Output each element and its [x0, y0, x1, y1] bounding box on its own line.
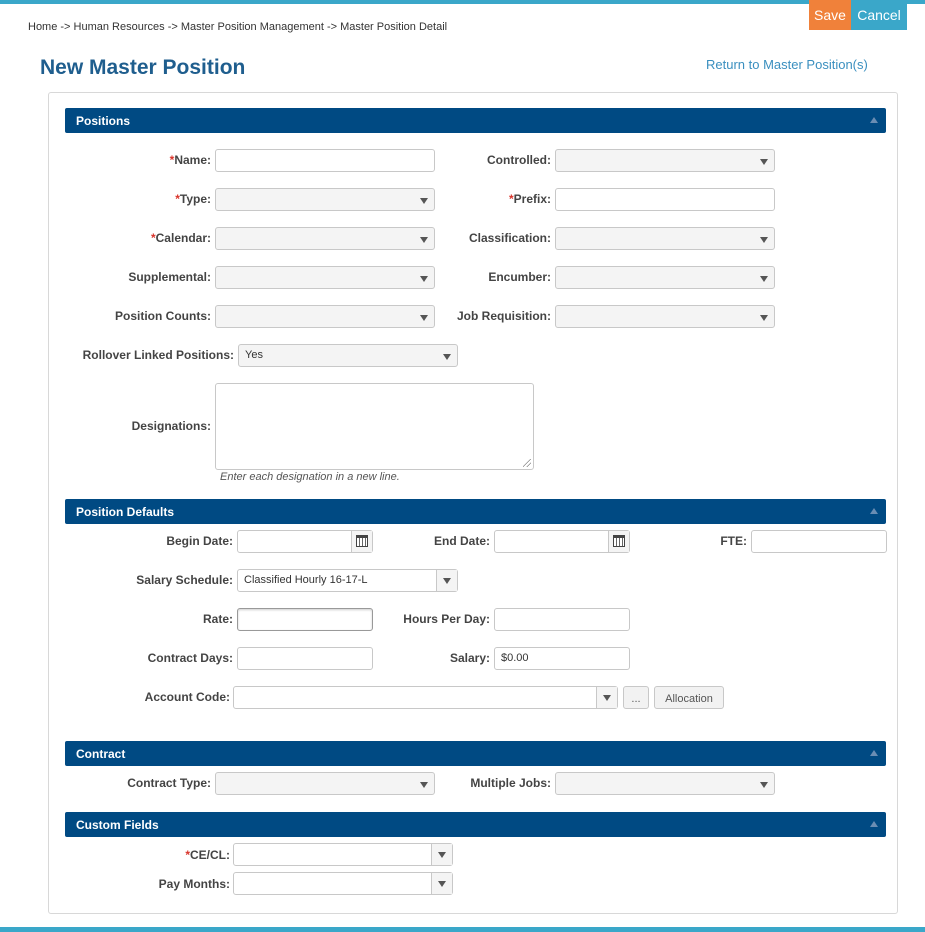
- rate-input[interactable]: [237, 608, 373, 631]
- begin-date-picker[interactable]: [237, 530, 373, 553]
- section-header-positions[interactable]: [65, 108, 886, 133]
- position-counts-select[interactable]: [215, 305, 435, 328]
- resize-handle-icon[interactable]: [523, 459, 531, 467]
- page-title: New Master Position: [40, 56, 246, 79]
- dropdown-arrow-icon: [760, 782, 768, 788]
- ce-cl-combo[interactable]: [233, 843, 453, 866]
- ce-cl-label: *CE/CL:: [185, 848, 230, 862]
- account-code-lookup-button[interactable]: ...: [623, 686, 649, 709]
- salary-input[interactable]: $0.00: [494, 647, 630, 670]
- dropdown-arrow-icon: [760, 159, 768, 165]
- controlled-select[interactable]: [555, 149, 775, 172]
- dropdown-arrow-icon: [420, 315, 428, 321]
- controlled-label: Controlled:: [487, 153, 551, 167]
- hours-per-day-label: Hours Per Day:: [403, 612, 490, 626]
- name-label: *Name:: [169, 153, 211, 167]
- dropdown-button[interactable]: [436, 570, 457, 591]
- dropdown-arrow-icon: [760, 315, 768, 321]
- account-code-label: Account Code:: [144, 690, 230, 704]
- designations-label: Designations:: [131, 419, 211, 433]
- classification-select[interactable]: [555, 227, 775, 250]
- dropdown-button[interactable]: [431, 844, 452, 865]
- section-title: Position Defaults: [76, 505, 175, 519]
- contract-days-label: Contract Days:: [147, 651, 233, 665]
- bottom-accent-bar: [0, 927, 925, 932]
- calendar-select[interactable]: [215, 227, 435, 250]
- prefix-label: *Prefix:: [508, 192, 551, 206]
- collapse-caret-icon[interactable]: [870, 117, 878, 123]
- section-title: Custom Fields: [76, 818, 159, 832]
- job-requisition-label: Job Requisition:: [457, 309, 551, 323]
- end-date-label: End Date:: [433, 534, 490, 548]
- job-requisition-select[interactable]: [555, 305, 775, 328]
- fte-label: FTE:: [720, 534, 747, 548]
- section-title: Contract: [76, 747, 126, 761]
- calendar-button[interactable]: [608, 531, 629, 552]
- supplemental-select[interactable]: [215, 266, 435, 289]
- top-accent-bar: [0, 0, 925, 4]
- salary-schedule-label: Salary Schedule:: [136, 573, 233, 587]
- section-header-contract[interactable]: [65, 741, 886, 766]
- section-title: Positions: [76, 114, 131, 128]
- dropdown-arrow-icon: [760, 276, 768, 282]
- dropdown-arrow-icon: [760, 237, 768, 243]
- salary-label: Salary:: [449, 651, 490, 665]
- pay-months-combo[interactable]: [233, 872, 453, 895]
- designations-hint: Enter each designation in a new line.: [220, 471, 400, 483]
- dropdown-arrow-icon: [443, 578, 451, 584]
- fte-input[interactable]: [751, 530, 887, 553]
- pay-months-label: Pay Months:: [158, 877, 230, 891]
- calendar-icon: [356, 535, 368, 547]
- cancel-button[interactable]: Cancel: [851, 0, 907, 30]
- section-header-position-defaults[interactable]: [65, 499, 886, 524]
- salary-schedule-combo[interactable]: Classified Hourly 16-17-L: [237, 569, 458, 592]
- contract-days-input[interactable]: [237, 647, 373, 670]
- collapse-caret-icon[interactable]: [870, 508, 878, 514]
- rate-label: Rate:: [202, 612, 233, 626]
- multiple-jobs-label: Multiple Jobs:: [470, 776, 551, 790]
- supplemental-label: Supplemental:: [128, 270, 211, 284]
- dropdown-button[interactable]: [596, 687, 617, 708]
- name-input[interactable]: [215, 149, 435, 172]
- calendar-button[interactable]: [351, 531, 372, 552]
- breadcrumb: Home -> Human Resources -> Master Position Management -> Master Position Detail: [28, 21, 448, 33]
- encumber-label: Encumber:: [488, 270, 551, 284]
- section-header-custom-fields[interactable]: [65, 812, 886, 837]
- hours-per-day-input[interactable]: [494, 608, 630, 631]
- rollover-linked-positions-select[interactable]: Yes: [238, 344, 458, 367]
- designations-textarea[interactable]: [215, 383, 534, 470]
- contract-type-label: Contract Type:: [127, 776, 211, 790]
- contract-type-select[interactable]: [215, 772, 435, 795]
- dropdown-arrow-icon: [420, 276, 428, 282]
- encumber-select[interactable]: [555, 266, 775, 289]
- dropdown-arrow-icon: [603, 695, 611, 701]
- dropdown-arrow-icon: [420, 782, 428, 788]
- type-select[interactable]: [215, 188, 435, 211]
- begin-date-label: Begin Date:: [166, 534, 233, 548]
- prefix-input[interactable]: [555, 188, 775, 211]
- calendar-label: *Calendar:: [150, 231, 211, 245]
- allocation-button[interactable]: Allocation: [654, 686, 724, 709]
- calendar-icon: [613, 535, 625, 547]
- end-date-picker[interactable]: [494, 530, 630, 553]
- type-label: *Type:: [175, 192, 211, 206]
- account-code-combo[interactable]: [233, 686, 618, 709]
- multiple-jobs-select[interactable]: [555, 772, 775, 795]
- dropdown-arrow-icon: [438, 881, 446, 887]
- dropdown-arrow-icon: [420, 198, 428, 204]
- position-counts-label: Position Counts:: [115, 309, 211, 323]
- collapse-caret-icon[interactable]: [870, 750, 878, 756]
- classification-label: Classification:: [468, 231, 551, 245]
- dropdown-button[interactable]: [431, 873, 452, 894]
- dropdown-arrow-icon: [420, 237, 428, 243]
- return-to-master-positions-link[interactable]: Return to Master Position(s): [706, 57, 868, 72]
- save-button[interactable]: Save: [809, 0, 851, 30]
- dropdown-arrow-icon: [438, 852, 446, 858]
- rollover-linked-positions-label: Rollover Linked Positions:: [82, 348, 234, 362]
- collapse-caret-icon[interactable]: [870, 821, 878, 827]
- dropdown-arrow-icon: [443, 354, 451, 360]
